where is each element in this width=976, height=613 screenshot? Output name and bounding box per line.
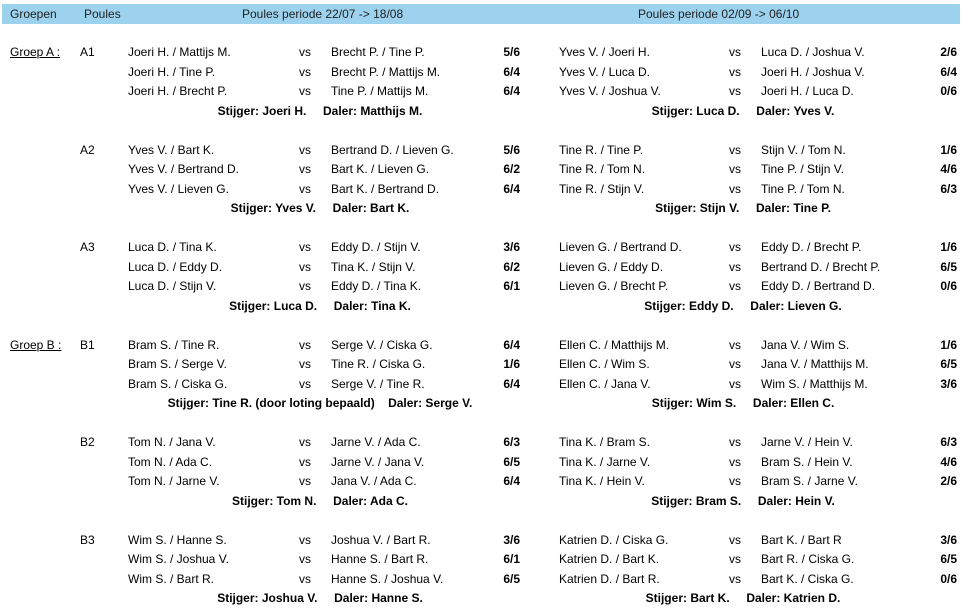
team-2: Tina K. / Stijn V.	[331, 259, 416, 274]
match-score: 6/4	[503, 474, 520, 488]
vs-label: vs	[299, 162, 311, 176]
match-score: 2/6	[940, 45, 957, 59]
col-header-period2: Poules periode 02/09 -> 06/10	[638, 7, 800, 21]
team-2: Joeri H. / Joshua V.	[761, 64, 865, 79]
poule-summary: Stijger: Bram S. Daler: Hein V.	[651, 493, 835, 508]
poule-summary: Stijger: Wim S. Daler: Ellen C.	[651, 396, 835, 410]
team-2: Bertrand D. / Lieven G.	[331, 142, 454, 157]
team-1: Bram S. / Ciska G.	[128, 376, 228, 391]
match-score: 3/6	[940, 532, 957, 547]
team-2: Luca D. / Joshua V.	[761, 45, 865, 59]
vs-label: vs	[729, 532, 741, 547]
vs-label: vs	[299, 474, 311, 488]
match-score: 6/4	[503, 181, 520, 196]
team-1: Katrien D. / Bart R.	[559, 571, 660, 586]
vs-label: vs	[299, 259, 311, 274]
poule-id: A2	[80, 142, 95, 157]
match-score: 0/6	[940, 571, 957, 586]
team-2: Brecht P. / Tine P.	[331, 45, 425, 59]
team-2: Bart K. / Ciska G.	[761, 571, 854, 586]
col-header-period1: Poules periode 22/07 -> 18/08	[242, 7, 404, 21]
team-1: Lieven G. / Bertrand D.	[559, 240, 682, 254]
match-score: 6/2	[503, 162, 520, 176]
team-2: Stijn V. / Tom N.	[761, 142, 846, 157]
team-1: Yves V. / Luca D.	[559, 64, 650, 79]
match-score: 6/4	[503, 376, 520, 391]
match-score: 1/6	[940, 142, 957, 157]
team-2: Tine P. / Stijn V.	[761, 162, 844, 176]
vs-label: vs	[299, 357, 311, 371]
team-1: Tine R. / Stijn V.	[559, 181, 645, 196]
team-2: Brecht P. / Mattijs M.	[331, 64, 441, 79]
vs-label: vs	[729, 571, 741, 586]
vs-label: vs	[299, 181, 311, 196]
team-1: Wim S. / Bart R.	[128, 571, 215, 586]
team-1: Tine R. / Tine P.	[559, 142, 644, 157]
vs-label: vs	[299, 571, 311, 586]
poule-summary: Stijger: Yves V. Daler: Bart K.	[230, 201, 410, 215]
team-2: Bertrand D. / Brecht P.	[761, 259, 881, 274]
team-1: Luca D. / Eddy D.	[128, 259, 223, 274]
vs-label: vs	[299, 435, 311, 449]
match-score: 6/4	[503, 84, 520, 98]
vs-label: vs	[729, 552, 741, 566]
match-score: 6/5	[503, 571, 520, 586]
vs-label: vs	[299, 142, 311, 157]
team-2: Jarne V. / Ada C.	[331, 435, 421, 449]
match-score: 6/4	[503, 337, 520, 352]
team-2: Bram S. / Jarne V.	[761, 474, 858, 488]
match-score: 5/6	[503, 142, 520, 157]
team-2: Tine P. / Tom N.	[761, 181, 845, 196]
poule-id: A1	[80, 45, 95, 59]
poule-id: A3	[80, 240, 95, 254]
team-2: Eddy D. / Bertrand D.	[761, 279, 876, 293]
team-1: Ellen C. / Wim S.	[559, 357, 650, 371]
vs-label: vs	[299, 454, 311, 469]
vs-label: vs	[729, 474, 741, 488]
match-score: 1/6	[940, 337, 957, 352]
team-1: Tom N. / Jarne V.	[128, 474, 220, 488]
team-1: Wim S. / Joshua V.	[128, 552, 229, 566]
team-2: Jana V. / Ada C.	[331, 474, 417, 488]
vs-label: vs	[299, 532, 311, 547]
team-1: Tina K. / Jarne V.	[559, 454, 651, 469]
poule-id: B2	[80, 435, 95, 449]
team-1: Wim S. / Hanne S.	[128, 532, 227, 547]
team-2: Jana V. / Wim S.	[761, 337, 850, 352]
poule-summary: Stijger: Joshua V. Daler: Hanne S.	[217, 591, 423, 605]
match-score: 6/5	[940, 552, 957, 566]
team-1: Bram S. / Serge V.	[128, 357, 227, 371]
vs-label: vs	[729, 162, 741, 176]
vs-label: vs	[729, 357, 741, 371]
team-2: Joshua V. / Bart R.	[331, 532, 431, 547]
vs-label: vs	[729, 45, 741, 59]
team-1: Lieven G. / Eddy D.	[559, 259, 664, 274]
poule-summary: Stijger: Eddy D. Daler: Lieven G.	[644, 298, 842, 313]
team-1: Tom N. / Jana V.	[128, 435, 216, 449]
col-header-groups: Groepen	[10, 7, 57, 21]
team-2: Bart K. / Bertrand D.	[331, 181, 440, 196]
team-1: Luca D. / Stijn V.	[128, 279, 217, 293]
vs-label: vs	[729, 181, 741, 196]
team-2: Hanne S. / Joshua V.	[331, 571, 444, 586]
team-1: Katrien D. / Bart K.	[559, 552, 660, 566]
match-score: 6/2	[503, 259, 520, 274]
group-label: Groep B :	[10, 337, 62, 352]
match-score: 6/1	[503, 552, 520, 566]
vs-label: vs	[729, 454, 741, 469]
vs-label: vs	[729, 259, 741, 274]
team-2: Jana V. / Matthijs M.	[761, 357, 869, 371]
col-header-poules: Poules	[84, 7, 121, 21]
poule-summary: Stijger: Tom N. Daler: Ada C.	[231, 493, 409, 508]
team-1: Yves V. / Bart K.	[128, 142, 215, 157]
team-2: Bart R. / Ciska G.	[761, 552, 855, 566]
poule-summary: Stijger: Joeri H. Daler: Matthijs M.	[217, 103, 423, 118]
vs-label: vs	[299, 84, 311, 98]
vs-label: vs	[729, 64, 741, 79]
match-score: 6/3	[940, 435, 957, 449]
poule-id: B3	[80, 532, 95, 547]
poule-id: B1	[80, 337, 95, 352]
poule-summary: Stijger: Tine R. (door loting bepaald) Daler: Serge V.	[167, 396, 473, 410]
match-score: 6/4	[503, 64, 520, 79]
match-score: 2/6	[940, 474, 957, 488]
team-1: Joeri H. / Mattijs M.	[128, 45, 231, 59]
match-score: 4/6	[940, 162, 957, 176]
team-1: Yves V. / Lieven G.	[128, 181, 229, 196]
vs-label: vs	[729, 435, 741, 449]
vs-label: vs	[299, 240, 311, 254]
match-score: 0/6	[940, 84, 957, 98]
group-label: Groep A :	[10, 45, 61, 59]
match-score: 6/4	[940, 64, 957, 79]
team-1: Katrien D. / Ciska G.	[559, 532, 669, 547]
team-1: Yves V. / Joeri H.	[559, 45, 650, 59]
match-score: 6/3	[940, 181, 957, 196]
vs-label: vs	[299, 552, 311, 566]
vs-label: vs	[729, 142, 741, 157]
match-score: 1/6	[503, 357, 520, 371]
vs-label: vs	[299, 45, 311, 59]
match-score: 4/6	[940, 454, 957, 469]
vs-label: vs	[729, 337, 741, 352]
match-score: 6/5	[940, 259, 957, 274]
match-score: 3/6	[503, 532, 520, 547]
team-2: Eddy D. / Tina K.	[331, 279, 422, 293]
poule-summary: Stijger: Bart K. Daler: Katrien D.	[645, 591, 841, 605]
match-score: 6/5	[940, 357, 957, 371]
match-score: 3/6	[940, 376, 957, 391]
vs-label: vs	[729, 279, 741, 293]
match-score: 6/1	[503, 279, 520, 293]
vs-label: vs	[729, 240, 741, 254]
team-2: Bart K. / Bart R	[761, 532, 842, 547]
team-2: Jarne V. / Jana V.	[331, 454, 425, 469]
team-1: Ellen C. / Matthijs M.	[559, 337, 670, 352]
match-score: 1/6	[940, 240, 957, 254]
header-row	[2, 4, 960, 24]
team-1: Luca D. / Tina K.	[128, 240, 217, 254]
team-1: Ellen C. / Jana V.	[559, 376, 651, 391]
match-score: 6/5	[503, 454, 520, 469]
team-1: Bram S. / Tine R.	[128, 337, 220, 352]
vs-label: vs	[299, 279, 311, 293]
vs-label: vs	[729, 376, 741, 391]
poule-summary: Stijger: Luca D. Daler: Tina K.	[229, 298, 411, 313]
vs-label: vs	[299, 376, 311, 391]
team-2: Wim S. / Matthijs M.	[761, 376, 868, 391]
vs-label: vs	[299, 64, 311, 79]
team-1: Yves V. / Joshua V.	[559, 84, 661, 98]
team-1: Tine R. / Tom N.	[559, 162, 646, 176]
poule-summary: Stijger: Stijn V. Daler: Tine P.	[655, 201, 831, 215]
poule-summary: Stijger: Luca D. Daler: Yves V.	[651, 103, 835, 118]
team-2: Bart K. / Lieven G.	[331, 162, 430, 176]
team-1: Joeri H. / Tine P.	[128, 64, 216, 79]
team-1: Yves V. / Bertrand D.	[128, 162, 239, 176]
team-1: Tina K. / Bram S.	[559, 435, 650, 449]
team-1: Lieven G. / Brecht P.	[559, 279, 669, 293]
team-2: Tine P. / Mattijs M.	[331, 84, 429, 98]
team-2: Tine R. / Ciska G.	[331, 357, 426, 371]
team-2: Hanne S. / Bart R.	[331, 552, 429, 566]
team-1: Tina K. / Hein V.	[559, 474, 645, 488]
match-score: 3/6	[503, 240, 520, 254]
team-2: Eddy D. / Stijn V.	[331, 240, 421, 254]
team-2: Joeri H. / Luca D.	[761, 84, 854, 98]
match-score: 6/3	[503, 435, 520, 449]
team-2: Bram S. / Hein V.	[761, 454, 853, 469]
team-2: Serge V. / Tine R.	[331, 376, 425, 391]
vs-label: vs	[729, 84, 741, 98]
team-2: Jarne V. / Hein V.	[761, 435, 853, 449]
team-1: Joeri H. / Brecht P.	[128, 84, 228, 98]
match-score: 5/6	[503, 45, 520, 59]
team-2: Eddy D. / Brecht P.	[761, 240, 862, 254]
match-score: 0/6	[940, 279, 957, 293]
vs-label: vs	[299, 337, 311, 352]
team-2: Serge V. / Ciska G.	[331, 337, 433, 352]
team-1: Tom N. / Ada C.	[128, 454, 213, 469]
